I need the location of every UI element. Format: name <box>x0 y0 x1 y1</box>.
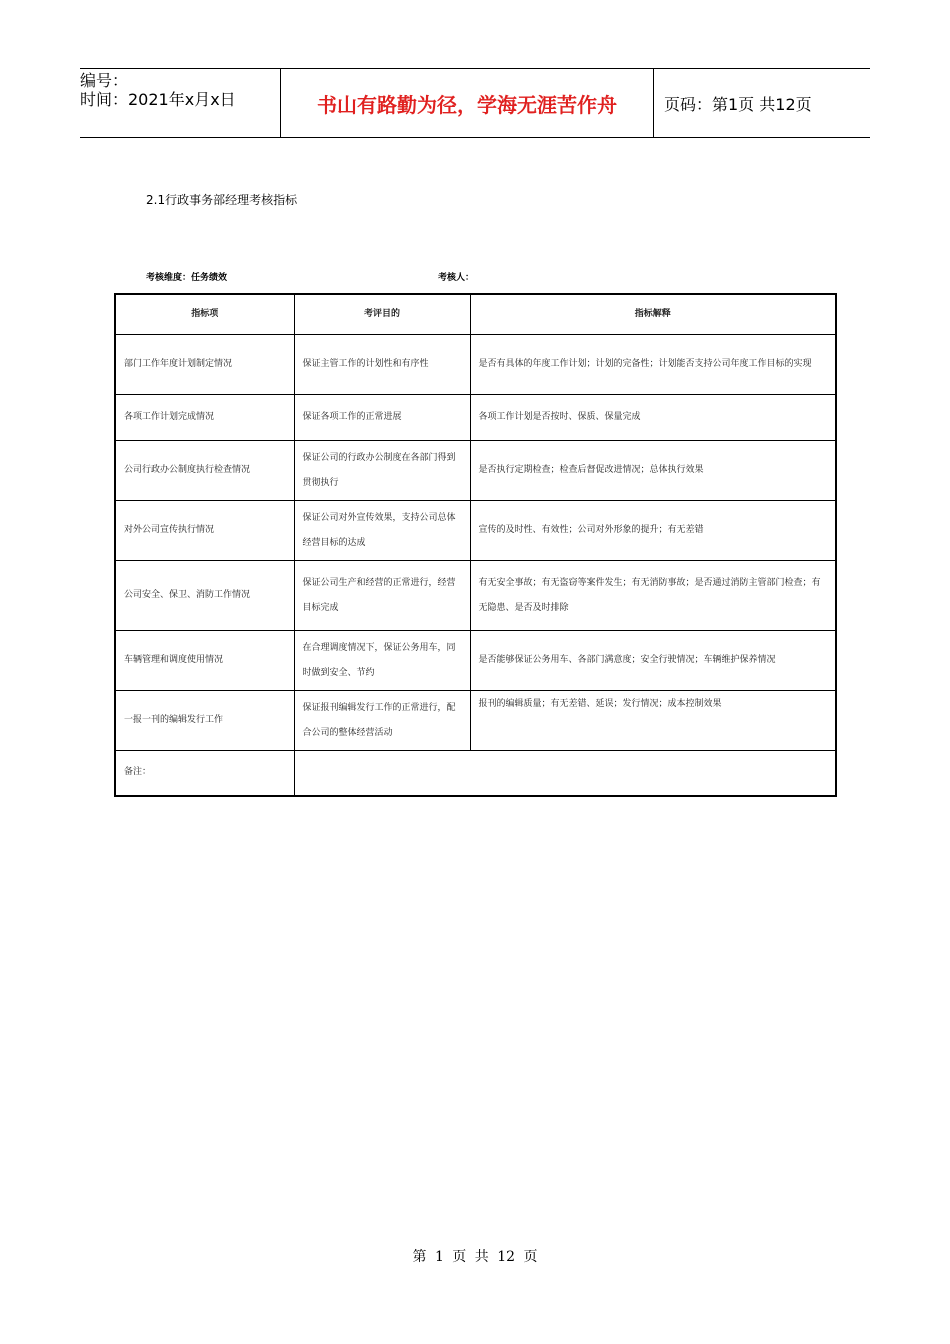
row-item: 对外公司宣传执行情况 <box>115 501 294 561</box>
assessment-table <box>114 293 837 797</box>
row-purpose: 在合理调度情况下，保证公务用车，同时做到安全、节约 <box>294 631 470 691</box>
row-purpose: 保证公司的行政办公制度在各部门得到贯彻执行 <box>294 441 470 501</box>
row-explanation: 是否执行定期检查；检查后督促改进情况；总体执行效果 <box>470 441 836 501</box>
table-row <box>115 441 836 501</box>
row-purpose: 保证公司对外宣传效果，支持公司总体经营目标的达成 <box>294 501 470 561</box>
table-row <box>115 561 836 631</box>
remark-row <box>115 751 836 796</box>
row-item: 车辆管理和调度使用情况 <box>115 631 294 691</box>
row-explanation: 报刊的编辑质量；有无差错、延误；发行情况；成本控制效果 <box>470 691 836 751</box>
row-item: 各项工作计划完成情况 <box>115 395 294 441</box>
time-label: 时间：2021年x月x日 <box>80 90 236 109</box>
row-explanation: 各项工作计划是否按时、保质、保量完成 <box>470 395 836 441</box>
row-item: 部门工作年度计划制定情况 <box>115 335 294 395</box>
row-item: 公司安全、保卫、消防工作情况 <box>115 561 294 631</box>
header-item: 指标项 <box>115 294 294 335</box>
table-row <box>115 335 836 395</box>
header-purpose: 考评目的 <box>294 294 470 335</box>
page-header <box>80 68 870 138</box>
row-explanation: 是否有具体的年度工作计划；计划的完备性；计划能否支持公司年度工作目标的实现 <box>470 335 836 395</box>
row-item: 一报一刊的编辑发行工作 <box>115 691 294 751</box>
table-row <box>115 691 836 751</box>
remark-label: 备注： <box>115 751 294 796</box>
row-explanation: 宣传的及时性、有效性；公司对外形象的提升；有无差错 <box>470 501 836 561</box>
table-row <box>115 631 836 691</box>
row-explanation: 是否能够保证公务用车、各部门满意度；安全行驶情况；车辆维护保养情况 <box>470 631 836 691</box>
page-info: 页码：第1页 共12页 <box>664 94 812 114</box>
page-footer: 第 1 页 共 12 页 <box>412 1249 538 1265</box>
table-header-row <box>115 294 836 335</box>
row-purpose: 保证公司生产和经营的正常进行，经营目标完成 <box>294 561 470 631</box>
header-meta <box>80 69 280 137</box>
section-title: 2.1行政事务部经理考核指标 <box>146 193 298 207</box>
table-row <box>115 395 836 441</box>
row-purpose: 保证报刊编辑发行工作的正常进行，配合公司的整体经营活动 <box>294 691 470 751</box>
remark-content <box>294 751 836 796</box>
assessor-label: 考核人： <box>438 273 475 283</box>
row-explanation: 有无安全事故；有无盗窃等案件发生；有无消防事故；是否通过消防主管部门检查；有无隐患、是否及时排除 <box>470 561 836 631</box>
number-label: 编号： <box>80 71 129 90</box>
table-row <box>115 501 836 561</box>
assessment-dimension: 考核维度：任务绩效 <box>146 273 228 283</box>
row-item: 公司行政办公制度执行检查情况 <box>115 441 294 501</box>
row-purpose: 保证各项工作的正常进展 <box>294 395 470 441</box>
motto: 书山有路勤为径，学海无涯苦作舟 <box>280 69 654 137</box>
row-purpose: 保证主管工作的计划性和有序性 <box>294 335 470 395</box>
header-explanation: 指标解释 <box>470 294 836 335</box>
